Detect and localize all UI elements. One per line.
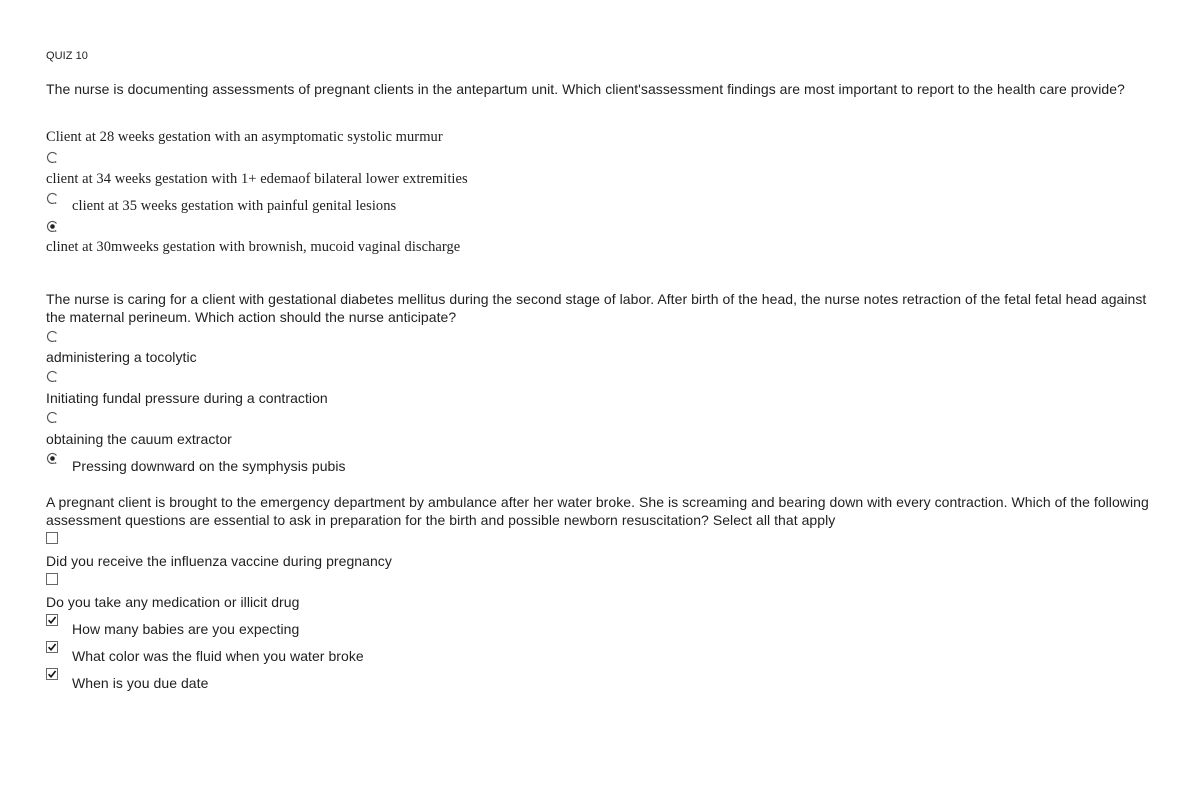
q3-option-3-checkbox[interactable] — [46, 614, 59, 627]
q1-option-4-radio[interactable] — [46, 220, 59, 233]
question-1-text: The nurse is documenting assessments of pregnant clients in the antepartum unit. Which client'sassessment findings are most important to report to the health care provide? — [46, 81, 1125, 97]
q3-option-5-checkbox[interactable] — [46, 668, 59, 681]
q2-option-2-label: Initiating fundal pressure during a contraction — [46, 390, 328, 406]
q2-option-3-label: obtaining the cauum extractor — [46, 431, 232, 447]
q3-option-1-label: Did you receive the influenza vaccine during pregnancy — [46, 553, 392, 569]
q3-option-5-label: When is you due date — [72, 675, 209, 691]
q1-option-3-label: client at 35 weeks gestation with painful genital lesions — [72, 198, 397, 214]
q1-option-2-label: client at 34 weeks gestation with 1+ edemaof bilateral lower extremities — [46, 171, 468, 187]
page-title: QUIZ 10 — [46, 50, 88, 62]
q3-option-1-checkbox[interactable] — [46, 532, 59, 545]
q3-option-2-checkbox[interactable] — [46, 573, 59, 586]
q3-option-2-label: Do you take any medication or illicit drug — [46, 594, 300, 610]
q1-option-3-radio[interactable] — [46, 192, 59, 205]
q3-option-4-label: What color was the fluid when you water broke — [72, 648, 364, 664]
q2-option-1-label: administering a tocolytic — [46, 349, 197, 365]
question-3-text: A pregnant client is brought to the emergency department by ambulance after her water broke. She is screaming and bearing down with every contraction. Which of the following assessment questions are essential to ask in preparation for the birth and possible newborn resuscitation? Select all that apply — [46, 494, 1149, 528]
q2-option-4-radio[interactable] — [46, 452, 59, 465]
q1-option-1-label: Client at 28 weeks gestation with an asymptomatic systolic murmur — [46, 129, 443, 145]
q2-option-4-label: Pressing downward on the symphysis pubis — [72, 458, 346, 474]
q2-option-1-radio[interactable] — [46, 330, 59, 343]
q2-option-3-radio[interactable] — [46, 411, 59, 424]
q3-option-3-label: How many babies are you expecting — [72, 621, 300, 637]
q3-option-4-checkbox[interactable] — [46, 641, 59, 654]
q1-option-4-label: clinet at 30mweeks gestation with brownish, mucoid vaginal discharge — [46, 239, 461, 255]
q2-option-2-radio[interactable] — [46, 370, 59, 383]
question-2-text: The nurse is caring for a client with gestational diabetes mellitus during the second stage of labor. After birth of the head, the nurse notes retraction of the fetal fetal head against the maternal perineum. Which action should the nurse anticipate? — [46, 291, 1147, 325]
q1-option-1-radio[interactable] — [46, 151, 59, 164]
